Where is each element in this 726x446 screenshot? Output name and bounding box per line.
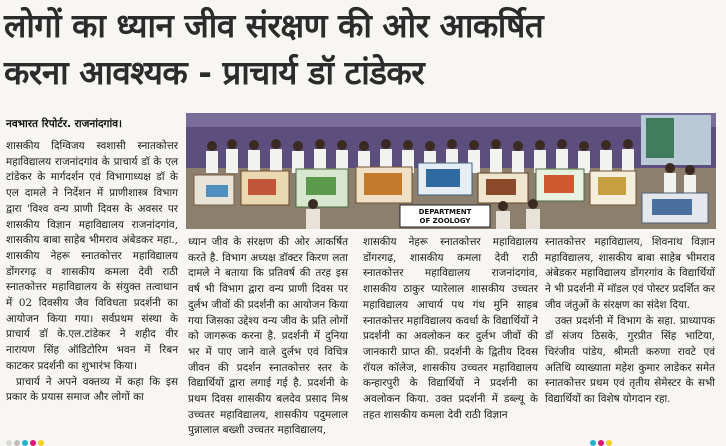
headline-line-1: लोगों का ध्यान जीव संरक्षण की ओर आकर्षित (4, 6, 544, 45)
article-column-3 (363, 235, 538, 423)
print-registration-dot (38, 440, 44, 446)
print-registration-dot (14, 440, 20, 446)
paragraph: ध्यान जीव के संरक्षण की ओर आकर्षित करते है. विभाग अध्यक्ष डॉक्टर किरण लता दामले ने बताया कि प्रतिवर्ष की तरह इस वर्ष भी विभाग द्वारा वन्य प्राणी दिवस पर दुर्लभ जीवों की प्रदर्शनी का आयोजन किया गया जिसका उद्देश्य वन्य जीव के प्रति लोगों को जागरूक करना है. प्रदर्शनी में दुनिया भर में पाए जाने वाले दुर्लभ एवं विचित्र जीवन की प्रदर्शन स्नातकोत्तर स्तर के विद्यार्थियों द्वारा लगाई गई है. प्रदर्शनी के प्रथम दिवस शासकीय बलदेव प्रसाद मिश्र उच्चतर महाविद्यालय, शासकीय पदुमलाल पुन्नालाल बख्शी उच्चतर महाविद्यालय, (188, 236, 348, 437)
article-column-2 (188, 235, 348, 439)
banner-text-2: OF ZOOLOGY (419, 217, 471, 225)
article-column-1 (6, 139, 178, 406)
paragraph: स्नातकोत्तर महाविद्यालय, शिवनाथ विज्ञान महाविद्यालय, शासकीय बाबा साहेब भीमराव अंबेडकर महाविद्यालय डोंगरगांव के विद्यार्थियों ने भी प्रदर्शनी में मॉडल एवं पोस्टर प्रदर्शित कर जीव जंतुओं के संरक्षण का संदेश दिया. (545, 236, 715, 311)
article-column-4 (545, 235, 715, 408)
headline (4, 2, 722, 96)
print-registration-dot (598, 440, 604, 446)
paragraph: शासकीय नेहरू स्नातकोत्तर महाविद्यालय डोंगरगढ़, शासकीय कमला देवी राठी स्नातकोत्तर महाविद्यालय राजनांदगांव, शासकीय ठाकुर प्यारेलाल शासकीय उच्चतर महाविद्यालय आचार्य पथ गंध मुनि साहब स्नातकोत्तर महाविद्यालय कवर्धा के विद्यार्थियों ने प्रदर्शनी का अवलोकन कर दुर्लभ जीवों की जानकारी प्राप्त की. प्रदर्शनी के द्वितीय दिवस रॉयल कॉलेज, शासकीय उच्चतर महाविद्यालय कन्हारपुरी के विद्यार्थियों ने प्रदर्शनी का अवलोकन किया. उक्त प्रदर्शनी में डब्ल्यू के तहत शासकीय कमला देवी राठी विज्ञान (363, 236, 538, 421)
print-registration-dot (22, 440, 28, 446)
photo-illustration (186, 113, 716, 229)
paragraph: शासकीय दिग्विजय स्वशासी स्नातकोत्तर महाविद्यालय राजनांदगांव के प्राचार्य डॉ के एल टांडेकर के मार्गदर्शन एवं विभागाध्यक्ष डॉ के एल दामले ने निर्देशन में प्राणीशास्त्र विभाग द्वारा 'विश्व वन्य प्राणी दिवस के अवसर पर शासकीय विज्ञान महाविद्यालय राजनांदगांव, शासकीय बाबा साहेब भीमराव अंबेडकर महा., शासकीय नेहरू स्नातकोत्तर महाविद्यालय डोंगरगढ़ व शासकीय कमला देवी राठी स्नातकोत्तर महाविद्यालय के संयुक्त तत्वाधान में 02 दिवसीय जैव विविधता प्रदर्शनी का आयोजन किया गया। सर्वप्रथम संस्था के प्राचार्य डॉ के.एल.टांडेकर ने शहीद वीर नारायण सिंह ऑडिटोरिम भवन में रिबन काटकर प्रदर्शनी का शुभारंभ किया। (6, 140, 178, 372)
banner-text-1: DEPARTMENT (418, 208, 472, 216)
print-registration-dot (606, 440, 612, 446)
event-photo (186, 113, 716, 229)
headline-line-2: करना आवश्यक - प्राचार्य डॉ टांडेकर (4, 53, 425, 92)
paragraph: प्राचार्य ने अपने वक्तव्य में कहा कि इस प्रकार के प्रयास समाज और लोगों का (6, 375, 178, 404)
paragraph: उक्त प्रदर्शनी में विभाग के सहा. प्राध्यापक डॉ संजय ठिसके, गुरप्रीत सिंह भाटिया, चिरंजीव पांडेय, श्रीमती करुणा रावटे एवं अतिथि व्याख्याता महेश कुमार लाडेकर समेत स्नातकोत्तर प्रथम एवं तृतीय सेमेस्टर के सभी विद्यार्थियों का विशेष योगदान रहा. (545, 314, 715, 406)
byline: नवभारत रिपोर्टर. राजनांदगांव। (6, 118, 123, 130)
print-registration-dot (6, 440, 12, 446)
print-registration-dot (590, 440, 596, 446)
print-registration-dot (30, 440, 36, 446)
